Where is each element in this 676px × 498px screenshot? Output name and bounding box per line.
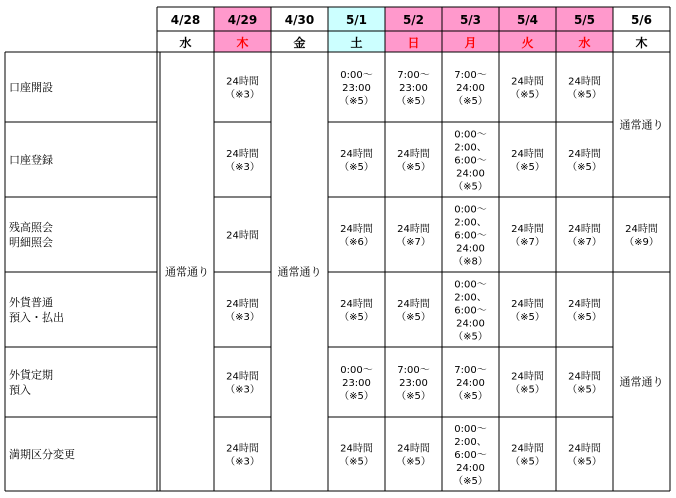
- schedule-cell: （※5）: [510, 456, 545, 468]
- schedule-cell: （※5）: [567, 89, 602, 101]
- schedule-cell: 7:00～: [454, 365, 487, 376]
- schedule-cell: （※5）: [396, 162, 431, 173]
- row-label: 預入・払出: [9, 311, 64, 324]
- schedule-cell: 24時間: [340, 443, 373, 455]
- schedule-cell: （※8）: [453, 256, 488, 268]
- schedule-cell: （※5）: [567, 312, 602, 323]
- schedule-cell: （※5）: [510, 312, 545, 323]
- schedule-cell: 24時間: [397, 224, 430, 235]
- schedule-cell: 7:00～: [454, 70, 487, 81]
- schedule-cell: 24時間: [568, 371, 601, 383]
- schedule-cell: （※5）: [453, 96, 488, 107]
- header-weekday: 水: [578, 36, 591, 50]
- header-date: 5/5: [573, 13, 596, 27]
- schedule-cell: 0:00～: [454, 129, 487, 141]
- header-weekday: 日: [407, 36, 420, 50]
- row-label: 預入: [9, 383, 31, 397]
- schedule-cell: 6:00～: [454, 230, 487, 242]
- schedule-cell: 23:00: [342, 378, 371, 389]
- schedule-cell: （※5）: [339, 312, 374, 323]
- schedule-cell: 24:00: [456, 168, 485, 180]
- normal-ops-cell: 通常通り: [619, 118, 664, 132]
- row-label: 残高照会: [9, 221, 53, 234]
- schedule-cell: 24時間: [226, 371, 259, 383]
- header-date: 5/4: [516, 13, 539, 27]
- schedule-cell: 24時間: [625, 224, 658, 235]
- schedule-cell: 24時間: [226, 230, 259, 242]
- schedule-cell: 24:00: [456, 83, 485, 94]
- schedule-cell: 24時間: [340, 224, 373, 235]
- header-weekday: 土: [350, 36, 363, 50]
- schedule-cell: 0:00～: [454, 279, 487, 291]
- normal-ops-cell: 通常通り: [165, 265, 209, 279]
- schedule-cell: （※5）: [339, 391, 374, 402]
- schedule-cell: 24時間: [226, 299, 259, 310]
- schedule-cell: （※5）: [339, 96, 374, 107]
- schedule-cell: 7:00～: [397, 70, 430, 81]
- schedule-cell: 24時間: [511, 371, 544, 383]
- schedule-cell: 24:00: [456, 378, 485, 389]
- schedule-cell: 0:00～: [454, 204, 487, 216]
- row-label: 満期区分変更: [9, 448, 75, 461]
- schedule-cell: （※7）: [567, 237, 602, 248]
- schedule-cell: （※6）: [339, 237, 374, 248]
- schedule-cell: 24時間: [340, 149, 373, 160]
- schedule-cell: （※7）: [396, 237, 431, 248]
- schedule-cell: 23:00: [399, 378, 428, 389]
- normal-ops-cell: 通常通り: [619, 375, 664, 389]
- schedule-cell: 24時間: [511, 149, 544, 160]
- header-weekday: 木: [635, 36, 648, 50]
- row-label: 外貨定期: [9, 368, 53, 382]
- schedule-cell: （※5）: [453, 181, 488, 193]
- schedule-cell: （※5）: [453, 391, 488, 402]
- schedule-cell: 2:00、: [454, 437, 487, 448]
- schedule-cell: （※5）: [567, 384, 602, 396]
- row-label: 明細照会: [9, 236, 53, 249]
- schedule-cell: 24時間: [226, 149, 259, 160]
- schedule-cell: （※5）: [339, 162, 374, 173]
- schedule-cell: 24時間: [226, 443, 259, 455]
- schedule-cell: 23:00: [399, 83, 428, 94]
- schedule-cell: （※9）: [624, 237, 659, 248]
- schedule-cell: 24時間: [340, 299, 373, 310]
- schedule-cell: （※5）: [567, 162, 602, 173]
- schedule-cell: 2:00、: [454, 142, 487, 154]
- schedule-cell: 6:00～: [454, 155, 487, 167]
- header-date: 5/3: [459, 13, 482, 27]
- schedule-cell: 24:00: [456, 243, 485, 255]
- schedule-cell: 24時間: [568, 299, 601, 310]
- schedule-cell: （※5）: [339, 456, 374, 468]
- header-weekday: 金: [293, 36, 306, 50]
- schedule-cell: 24時間: [226, 76, 259, 88]
- schedule-cell: 24時間: [568, 443, 601, 455]
- header-weekday: 水: [179, 36, 192, 50]
- schedule-cell: 24時間: [511, 76, 544, 88]
- schedule-cell: 24:00: [456, 318, 485, 330]
- schedule-cell: （※5）: [453, 331, 488, 343]
- schedule-cell: 24時間: [397, 149, 430, 160]
- schedule-cell: （※5）: [396, 96, 431, 107]
- schedule-cell: 0:00～: [454, 424, 487, 435]
- schedule-cell: （※5）: [396, 391, 431, 402]
- schedule-cell: 2:00、: [454, 292, 487, 304]
- row-label: 口座開設: [9, 81, 53, 94]
- header-date: 5/1: [345, 13, 368, 27]
- header-weekday: 月: [464, 36, 477, 50]
- schedule-cell: 24時間: [397, 299, 430, 310]
- schedule-cell: （※5）: [510, 89, 545, 101]
- schedule-cell: （※5）: [567, 456, 602, 468]
- normal-ops-cell: 通常通り: [277, 265, 322, 279]
- schedule-cell: 24時間: [511, 443, 544, 455]
- schedule-cell: 24:00: [456, 463, 485, 474]
- schedule-cell: （※3）: [225, 162, 260, 173]
- schedule-cell: 24時間: [511, 299, 544, 310]
- header-date: 5/2: [402, 13, 425, 27]
- schedule-cell: （※5）: [510, 384, 545, 396]
- schedule-cell: （※5）: [396, 312, 431, 323]
- schedule-cell: （※3）: [225, 312, 260, 323]
- schedule-cell: （※5）: [453, 476, 488, 487]
- schedule-cell: 24時間: [511, 224, 544, 235]
- schedule-cell: （※7）: [510, 237, 545, 248]
- schedule-cell: 24時間: [397, 443, 430, 455]
- header-date: 4/30: [284, 13, 315, 27]
- schedule-cell: 23:00: [342, 83, 371, 94]
- schedule-cell: （※5）: [396, 456, 431, 468]
- schedule-cell: 24時間: [568, 149, 601, 160]
- schedule-cell: （※3）: [225, 384, 260, 396]
- schedule-cell: （※5）: [510, 162, 545, 173]
- schedule-cell: 7:00～: [397, 365, 430, 376]
- schedule-cell: 24時間: [568, 76, 601, 88]
- row-label: 口座登録: [9, 153, 53, 167]
- schedule-cell: 0:00～: [340, 365, 373, 376]
- header-date: 5/6: [630, 13, 653, 27]
- schedule-cell: （※3）: [225, 89, 260, 101]
- schedule-cell: 0:00～: [340, 70, 373, 81]
- schedule-cell: 6:00～: [454, 450, 487, 461]
- header-weekday: 木: [236, 36, 249, 50]
- header-weekday: 火: [521, 36, 534, 50]
- row-label: 外貨普通: [9, 296, 53, 309]
- header-date: 4/28: [170, 13, 201, 27]
- schedule-cell: 2:00、: [454, 217, 487, 229]
- schedule-cell: 24時間: [568, 224, 601, 235]
- schedule-cell: 6:00～: [454, 305, 487, 317]
- header-date: 4/29: [227, 13, 258, 27]
- schedule-cell: （※3）: [225, 456, 260, 468]
